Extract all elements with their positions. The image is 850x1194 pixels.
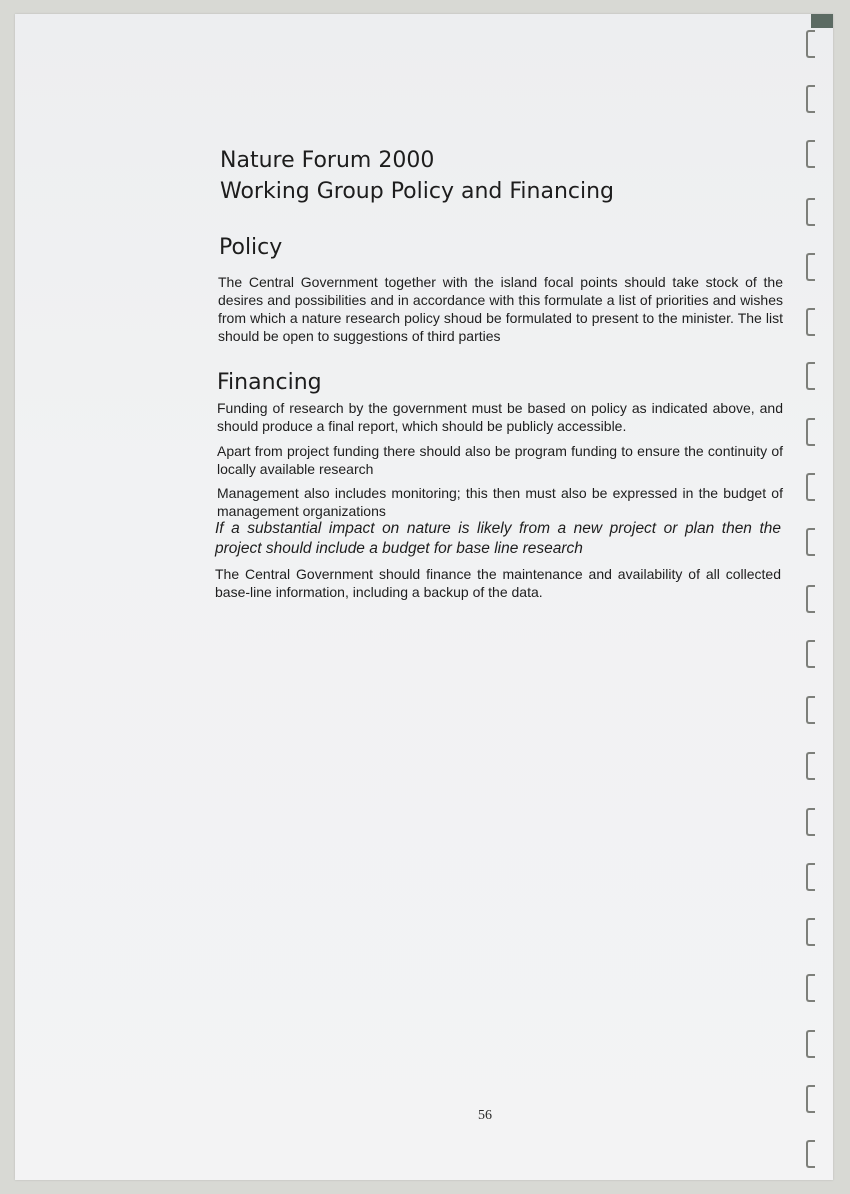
binding-ring: [806, 1140, 815, 1168]
binding-ring: [806, 640, 815, 668]
financing-heading: Financing: [217, 370, 322, 395]
binding-ring: [806, 1030, 815, 1058]
binding-ring: [806, 418, 815, 446]
binding-ring: [806, 308, 815, 336]
binding-ring: [806, 696, 815, 724]
binding-ring: [806, 362, 815, 390]
binding-ring: [806, 1085, 815, 1113]
binding-ring: [806, 808, 815, 836]
binding-ring: [806, 198, 815, 226]
financing-paragraph: Management also includes monitoring; this then must also be expressed in the budget of management organizations: [217, 485, 783, 519]
financing-paragraph: The Central Government should finance the maintenance and availability of all collected base-line information, including a backup of the data.: [215, 566, 781, 600]
document-title: [220, 145, 614, 207]
binding-ring: [806, 918, 815, 946]
binding-ring: [806, 473, 815, 501]
binding-ring: [806, 863, 815, 891]
binding-ring: [806, 30, 815, 58]
financing-paragraph: Funding of research by the government must be based on policy as indicated above, and should produce a final report, which should be publicly accessible.: [217, 400, 783, 434]
binding-ring: [806, 528, 815, 556]
policy-heading: Policy: [219, 235, 283, 260]
binding-ring: [806, 85, 815, 113]
binding-ring: [806, 752, 815, 780]
spiral-binding: [803, 20, 833, 1180]
title-line: Working Group Policy and Financing: [220, 179, 615, 204]
binding-ring: [806, 140, 815, 168]
page-number: 56: [478, 1108, 492, 1123]
title-line: Nature Forum 2000: [220, 148, 435, 173]
binding-ring: [806, 585, 815, 613]
policy-paragraph: The Central Government together with the island focal points should take stock of the desires and possibilities and in accordance with this formulate a list of priorities and wishes from which a nature research policy shoud be formulated to present to the minister. The list should be open to suggestions of third parties: [218, 274, 783, 344]
binding-ring: [806, 974, 815, 1002]
binding-ring: [806, 253, 815, 281]
financing-italic-paragraph: If a substantial impact on nature is likely from a new project or plan then the project should include a budget for base line research: [215, 520, 781, 557]
financing-paragraph: Apart from project funding there should also be program funding to ensure the continuity of locally available research: [217, 443, 783, 477]
